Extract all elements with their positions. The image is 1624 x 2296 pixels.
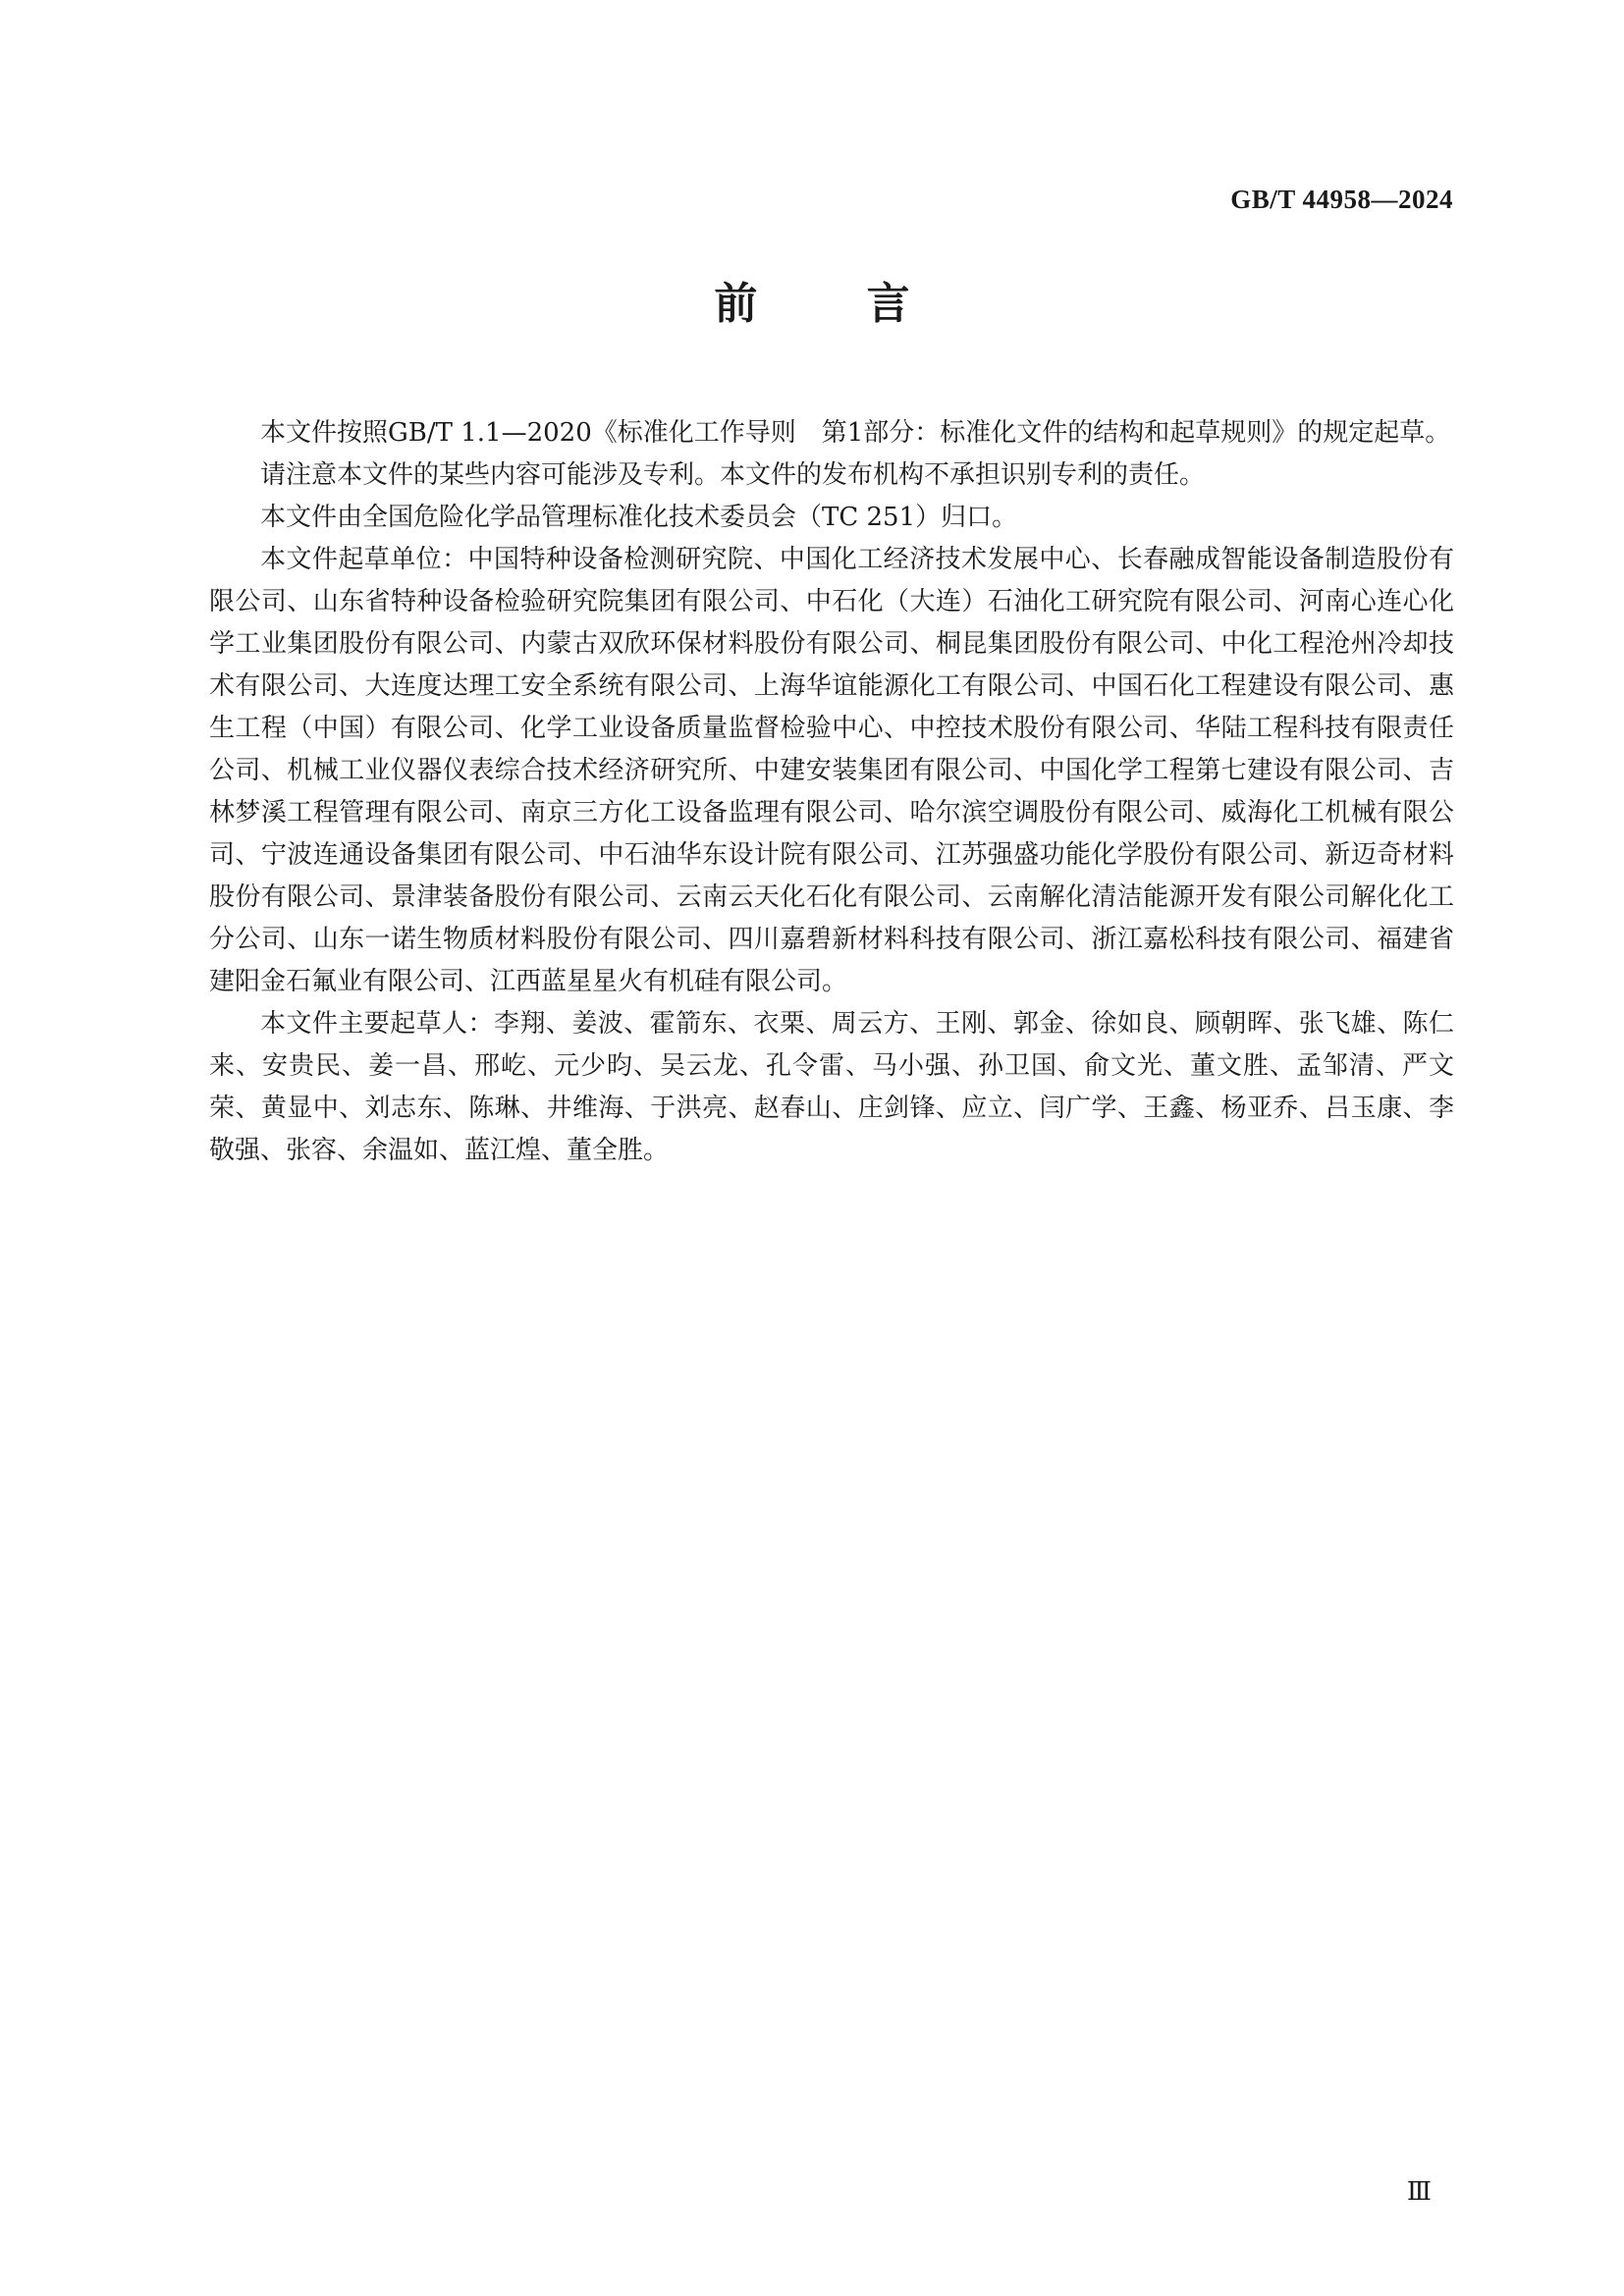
paragraph-drafters: 本文件主要起草人：李翔、姜波、霍箭东、衣栗、周云方、王刚、郭金、徐如良、顾朝晖、张飞雄、陈仁来、安贵民、姜一昌、邢屹、元少昀、吴云龙、孔令雷、马小强、孙卫国、俞文光、董文胜、孟邹清、严文荣、黄显中、刘志东、陈琳、井维海、于洪亮、赵春山、庄剑锋、应立、闫广学、王鑫、杨亚乔、吕玉康、李敬强、张容、余温如、蓝江煌、董全胜。 bbox=[209, 1009, 1454, 1165]
paragraph-committee: 本文件由全国危险化学品管理标准化技术委员会（TC 251）归口。 bbox=[260, 503, 1018, 532]
page-title: 前 言 bbox=[714, 279, 957, 329]
page-number: Ⅲ bbox=[1406, 2177, 1432, 2206]
paragraph-drafting-units: 本文件起草单位：中国特种设备检测研究院、中国化工经济技术发展中心、长春融成智能设备制造股份有限公司、山东省特种设备检验研究院集团有限公司、中石化（大连）石油化工研究院有限公司、河南心连心化学工业集团股份有限公司、内蒙古双欣环保材料股份有限公司、桐昆集团股份有限公司、中化工程沧州冷却技术有限公司、大连度达理工安全系统有限公司、上海华谊能源化工有限公司、中国石化工程建设有限公司、惠生工程（中国）有限公司、化学工业设备质量监督检验中心、中控技术股份有限公司、华陆工程科技有限责任公司、机械工业仪器仪表综合技术经济研究所、中建安装集团有限公司、中国化学工程第七建设有限公司、吉林梦溪工程管理有限公司、南京三方化工设备监理有限公司、哈尔滨空调股份有限公司、威海化工机械有限公司、宁波连通设备集团有限公司、中石油华东设计院有限公司、江苏强盛功能化学股份有限公司、新迈奇材料股份有限公司、景津装备股份有限公司、云南云天化石化有限公司、云南解化清洁能源开发有限公司解化化工分公司、山东一诺生物质材料股份有限公司、四川嘉碧新材料科技有限公司、浙江嘉松科技有限公司、福建省建阳金石氟业有限公司、江西蓝星星火有机硅有限公司。 bbox=[209, 545, 1454, 996]
paragraph-patent-notice: 请注意本文件的某些内容可能涉及专利。本文件的发布机构不承担识别专利的责任。 bbox=[260, 460, 1206, 490]
foreword-body bbox=[209, 412, 1454, 1172]
paragraph-drafting-basis: 本文件按照GB/T 1.1—2020《标准化工作导则 第1部分：标准化文件的结构和起草规则》的规定起草。 bbox=[260, 418, 1451, 448]
standard-number: GB/T 44958—2024 bbox=[1230, 185, 1453, 214]
